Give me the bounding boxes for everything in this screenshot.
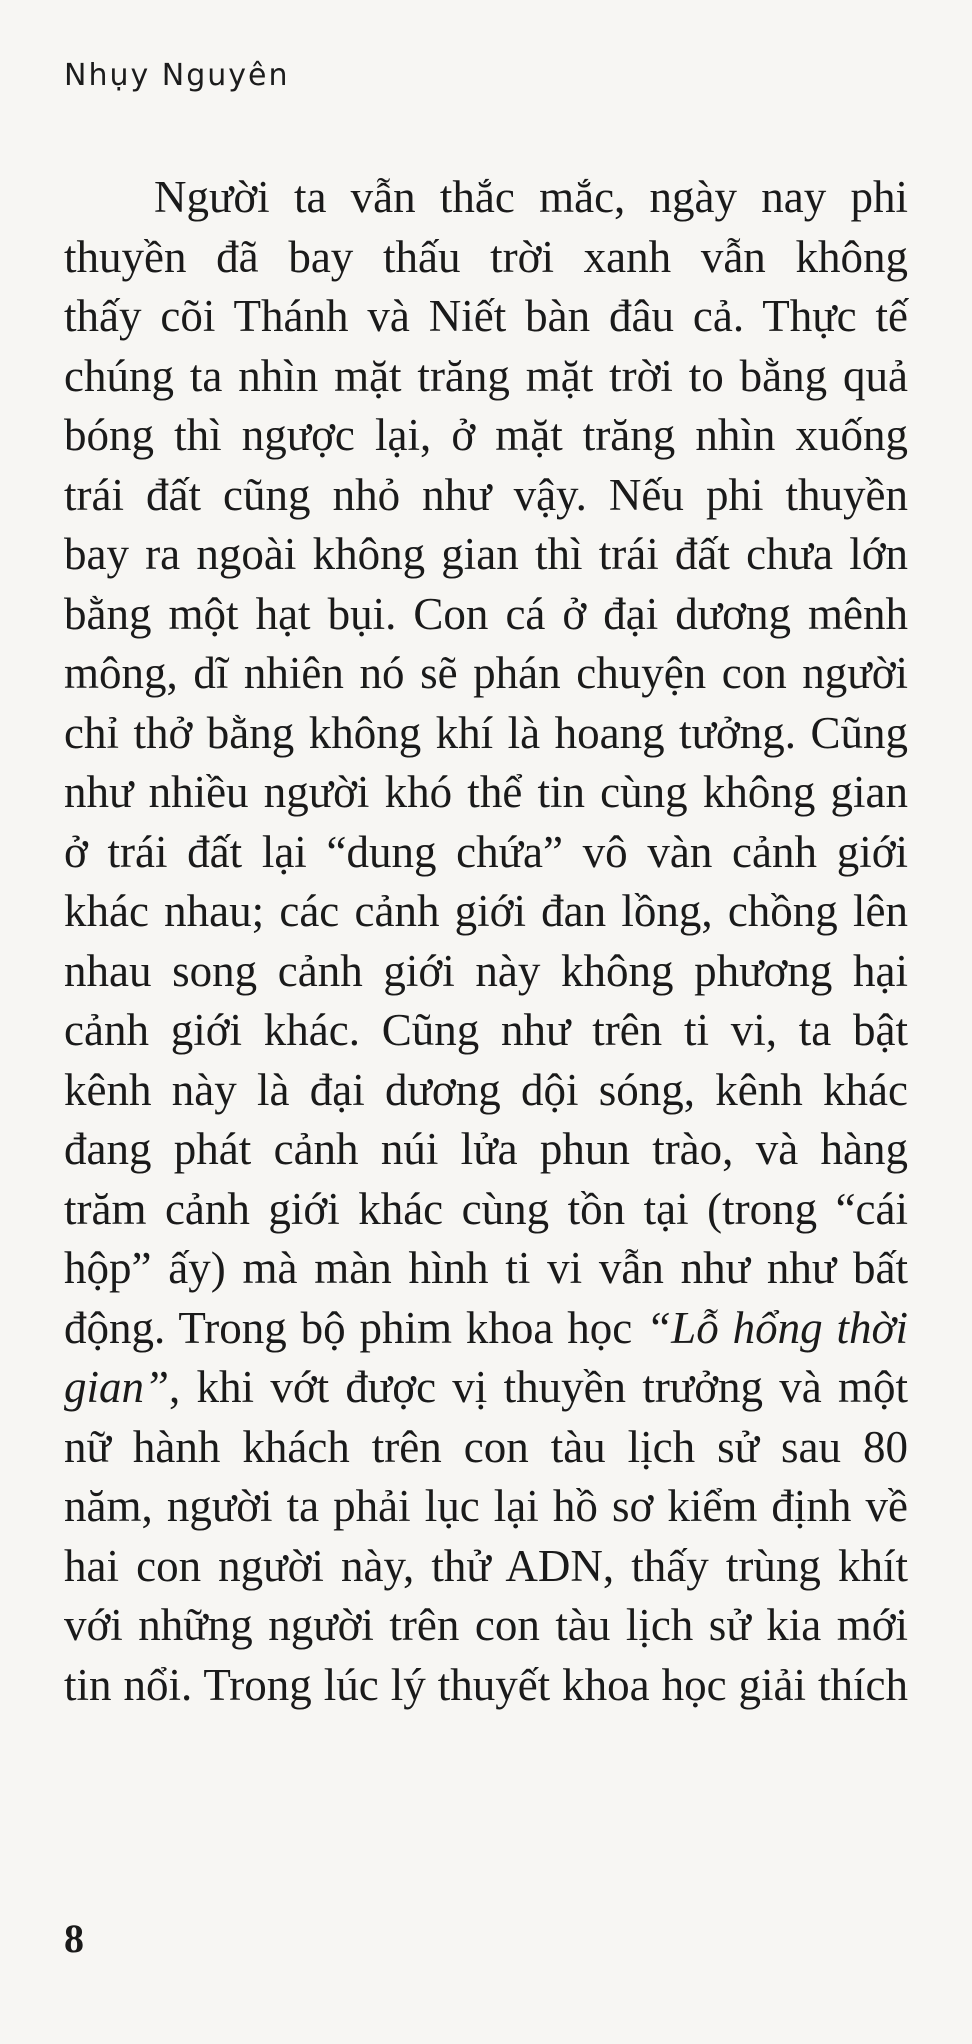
text-line: đang phát cảnh núi lửa phun trào, và hàng	[64, 1124, 908, 1174]
text-line: thuyền đã bay thấu trời xanh vẫn không	[64, 231, 908, 282]
text-line: mông, dĩ nhiên nó sẽ phán chuyện con người	[64, 648, 908, 698]
text-line: ở trái đất lại “dung chứa” vô vàn cảnh giới	[64, 826, 908, 877]
text-line: bằng một hạt bụi. Con cá ở đại dương mênh	[64, 588, 908, 639]
film-title-italic: “Lỗ hổng thời	[646, 1302, 909, 1353]
text-line: gian”, khi vớt được vị thuyền trưởng và một	[64, 1362, 908, 1412]
page-number: 8	[64, 1916, 84, 1961]
text-line: tin nổi. Trong lúc lý thuyết khoa học giải thích	[64, 1659, 908, 1710]
text-line: bóng thì ngược lại, ở mặt trăng nhìn xuống	[64, 410, 908, 460]
text-line: khác nhau; các cảnh giới đan lồng, chồng lên	[64, 886, 908, 936]
text-line: năm, người ta phải lục lại hồ sơ kiểm định về	[64, 1481, 908, 1531]
text-line: bay ra ngoài không gian thì trái đất chưa lớn	[64, 529, 908, 579]
body-paragraph	[64, 168, 908, 1715]
text-line: nữ hành khách trên con tàu lịch sử sau 80	[64, 1421, 908, 1472]
text-line: chỉ thở bằng không khí là hoang tưởng. Cũng	[64, 707, 908, 758]
text-line: trái đất cũng nhỏ như vậy. Nếu phi thuyền	[64, 469, 908, 520]
text-line: kênh này là đại dương dội sóng, kênh khác	[64, 1064, 908, 1115]
text-line: trăm cảnh giới khác cùng tồn tại (trong “cái	[64, 1183, 908, 1234]
running-header-author: Nhụy Nguyên	[64, 58, 290, 93]
text-line: thấy cõi Thánh và Niết bàn đâu cả. Thực tế	[64, 291, 908, 341]
text-line: cảnh giới khác. Cũng như trên ti vi, ta bật	[64, 1005, 908, 1055]
text-line: như nhiều người khó thể tin cùng không gian	[64, 767, 908, 817]
text-line: nhau song cảnh giới này không phương hại	[64, 945, 908, 996]
text-line: động. Trong bộ phim khoa học “Lỗ hổng thời	[64, 1302, 909, 1353]
text-line: Người ta vẫn thắc mắc, ngày nay phi	[154, 172, 908, 222]
text-line: với những người trên con tàu lịch sử kia mới	[64, 1600, 908, 1650]
film-title-italic: gian”	[64, 1362, 170, 1412]
text-line: hộp” ấy) mà màn hình ti vi vẫn như như bất	[64, 1243, 908, 1293]
text-line: chúng ta nhìn mặt trăng mặt trời to bằng quả	[64, 350, 908, 401]
text-line: hai con người này, thử ADN, thấy trùng khít	[64, 1540, 908, 1591]
